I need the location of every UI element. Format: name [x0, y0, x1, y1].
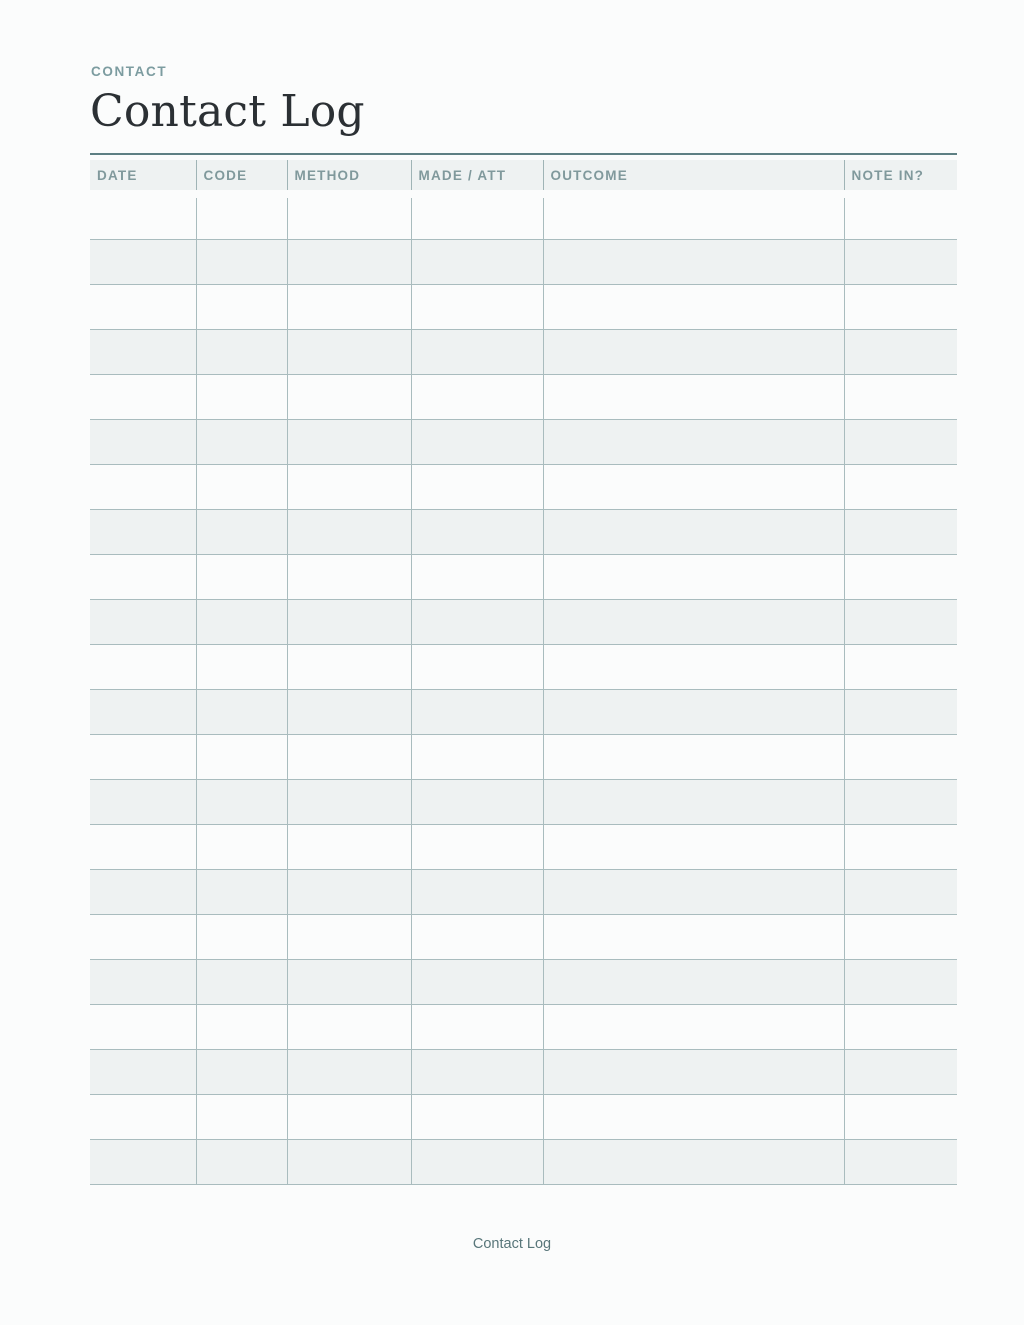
cell-outcome[interactable] — [543, 779, 844, 824]
page-title: Contact Log — [90, 86, 365, 137]
table-row — [90, 869, 957, 914]
cell-code[interactable] — [196, 914, 287, 959]
cell-code[interactable] — [196, 779, 287, 824]
table-row — [90, 554, 957, 599]
cell-code[interactable] — [196, 734, 287, 779]
page-footer: Contact Log — [472, 1236, 552, 1252]
cell-outcome[interactable] — [543, 1004, 844, 1049]
title-divider — [90, 153, 957, 155]
cell-method[interactable] — [287, 419, 411, 464]
cell-code[interactable] — [196, 644, 287, 689]
table-row — [90, 239, 957, 284]
cell-date[interactable] — [90, 599, 196, 644]
cell-made-att[interactable] — [411, 1049, 543, 1094]
table-header-row — [90, 160, 957, 194]
table-row — [90, 509, 957, 554]
table-row — [90, 779, 957, 824]
cell-code[interactable] — [196, 509, 287, 554]
cell-made-att[interactable] — [411, 509, 543, 554]
cell-date[interactable] — [90, 329, 196, 374]
cell-made-att[interactable] — [411, 779, 543, 824]
column-header-date: DATE — [90, 160, 196, 194]
cell-made-att[interactable] — [411, 689, 543, 734]
cell-code[interactable] — [196, 1094, 287, 1139]
cell-code[interactable] — [196, 869, 287, 914]
cell-made-att[interactable] — [411, 329, 543, 374]
cell-note-in[interactable] — [844, 1139, 957, 1184]
cell-code[interactable] — [196, 284, 287, 329]
cell-made-att[interactable] — [411, 734, 543, 779]
cell-note-in[interactable] — [844, 554, 957, 599]
cell-date[interactable] — [90, 914, 196, 959]
table-row — [90, 599, 957, 644]
cell-method[interactable] — [287, 554, 411, 599]
cell-made-att[interactable] — [411, 914, 543, 959]
cell-code[interactable] — [196, 689, 287, 734]
cell-code[interactable] — [196, 419, 287, 464]
cell-outcome[interactable] — [543, 194, 844, 239]
cell-note-in[interactable] — [844, 1094, 957, 1139]
table-row — [90, 734, 957, 779]
table-row — [90, 329, 957, 374]
cell-note-in[interactable] — [844, 284, 957, 329]
cell-code[interactable] — [196, 464, 287, 509]
cell-date[interactable] — [90, 644, 196, 689]
cell-outcome[interactable] — [543, 464, 844, 509]
column-header-note-in: NOTE IN? — [844, 160, 957, 194]
cell-made-att[interactable] — [411, 644, 543, 689]
cell-date[interactable] — [90, 239, 196, 284]
contact-log-table — [90, 160, 957, 1185]
column-header-code: CODE — [196, 160, 287, 194]
cell-date[interactable] — [90, 1049, 196, 1094]
table-row — [90, 1004, 957, 1049]
cell-code[interactable] — [196, 824, 287, 869]
cell-note-in[interactable] — [844, 419, 957, 464]
cell-note-in[interactable] — [844, 824, 957, 869]
cell-date[interactable] — [90, 1094, 196, 1139]
table-row — [90, 959, 957, 1004]
cell-outcome[interactable] — [543, 599, 844, 644]
cell-made-att[interactable] — [411, 284, 543, 329]
cell-made-att[interactable] — [411, 959, 543, 1004]
cell-code[interactable] — [196, 194, 287, 239]
cell-code[interactable] — [196, 1004, 287, 1049]
cell-code[interactable] — [196, 599, 287, 644]
cell-date[interactable] — [90, 959, 196, 1004]
cell-note-in[interactable] — [844, 644, 957, 689]
cell-made-att[interactable] — [411, 554, 543, 599]
cell-date[interactable] — [90, 374, 196, 419]
cell-note-in[interactable] — [844, 1004, 957, 1049]
cell-method[interactable] — [287, 734, 411, 779]
cell-made-att[interactable] — [411, 1004, 543, 1049]
cell-outcome[interactable] — [543, 914, 844, 959]
cell-date[interactable] — [90, 509, 196, 554]
cell-method[interactable] — [287, 689, 411, 734]
cell-note-in[interactable] — [844, 779, 957, 824]
cell-date[interactable] — [90, 284, 196, 329]
cell-made-att[interactable] — [411, 1139, 543, 1184]
cell-note-in[interactable] — [844, 1049, 957, 1094]
cell-note-in[interactable] — [844, 374, 957, 419]
column-header-made-att: MADE / ATT — [411, 160, 543, 194]
cell-method[interactable] — [287, 1049, 411, 1094]
cell-code[interactable] — [196, 959, 287, 1004]
table-row — [90, 824, 957, 869]
cell-outcome[interactable] — [543, 1049, 844, 1094]
cell-outcome[interactable] — [543, 554, 844, 599]
column-header-method: METHOD — [287, 160, 411, 194]
table-row — [90, 374, 957, 419]
cell-method[interactable] — [287, 1094, 411, 1139]
table-row — [90, 1139, 957, 1184]
cell-method[interactable] — [287, 509, 411, 554]
cell-outcome[interactable] — [543, 734, 844, 779]
cell-note-in[interactable] — [844, 509, 957, 554]
cell-outcome[interactable] — [543, 869, 844, 914]
cell-method[interactable] — [287, 779, 411, 824]
cell-date[interactable] — [90, 419, 196, 464]
cell-outcome[interactable] — [543, 329, 844, 374]
cell-method[interactable] — [287, 644, 411, 689]
cell-note-in[interactable] — [844, 329, 957, 374]
cell-method[interactable] — [287, 1139, 411, 1184]
cell-made-att[interactable] — [411, 869, 543, 914]
cell-outcome[interactable] — [543, 419, 844, 464]
cell-method[interactable] — [287, 959, 411, 1004]
cell-date[interactable] — [90, 824, 196, 869]
cell-outcome[interactable] — [543, 689, 844, 734]
cell-made-att[interactable] — [411, 1094, 543, 1139]
cell-outcome[interactable] — [543, 374, 844, 419]
cell-made-att[interactable] — [411, 239, 543, 284]
cell-date[interactable] — [90, 734, 196, 779]
table-row — [90, 284, 957, 329]
table-row — [90, 914, 957, 959]
table-row — [90, 689, 957, 734]
column-header-outcome: OUTCOME — [543, 160, 844, 194]
cell-method[interactable] — [287, 239, 411, 284]
cell-outcome[interactable] — [543, 644, 844, 689]
cell-outcome[interactable] — [543, 959, 844, 1004]
cell-outcome[interactable] — [543, 1094, 844, 1139]
cell-method[interactable] — [287, 914, 411, 959]
table-body — [90, 194, 957, 1184]
cell-date[interactable] — [90, 1139, 196, 1184]
cell-code[interactable] — [196, 1139, 287, 1184]
cell-method[interactable] — [287, 329, 411, 374]
cell-method[interactable] — [287, 599, 411, 644]
cell-outcome[interactable] — [543, 824, 844, 869]
table-row — [90, 1094, 957, 1139]
cell-method[interactable] — [287, 284, 411, 329]
cell-note-in[interactable] — [844, 689, 957, 734]
cell-code[interactable] — [196, 1049, 287, 1094]
cell-outcome[interactable] — [543, 239, 844, 284]
cell-code[interactable] — [196, 554, 287, 599]
cell-method[interactable] — [287, 1004, 411, 1049]
table-row — [90, 644, 957, 689]
cell-date[interactable] — [90, 689, 196, 734]
table-row — [90, 464, 957, 509]
cell-note-in[interactable] — [844, 194, 957, 239]
cell-date[interactable] — [90, 779, 196, 824]
cell-note-in[interactable] — [844, 914, 957, 959]
cell-code[interactable] — [196, 374, 287, 419]
cell-note-in[interactable] — [844, 239, 957, 284]
cell-date[interactable] — [90, 554, 196, 599]
cell-outcome[interactable] — [543, 284, 844, 329]
section-eyebrow: CONTACT — [91, 64, 168, 79]
cell-note-in[interactable] — [844, 599, 957, 644]
cell-method[interactable] — [287, 824, 411, 869]
table-row — [90, 194, 957, 239]
cell-made-att[interactable] — [411, 824, 543, 869]
cell-note-in[interactable] — [844, 734, 957, 779]
cell-code[interactable] — [196, 329, 287, 374]
cell-made-att[interactable] — [411, 374, 543, 419]
cell-code[interactable] — [196, 239, 287, 284]
cell-outcome[interactable] — [543, 1139, 844, 1184]
cell-outcome[interactable] — [543, 509, 844, 554]
cell-made-att[interactable] — [411, 194, 543, 239]
cell-method[interactable] — [287, 374, 411, 419]
cell-date[interactable] — [90, 869, 196, 914]
cell-method[interactable] — [287, 194, 411, 239]
cell-date[interactable] — [90, 464, 196, 509]
cell-made-att[interactable] — [411, 464, 543, 509]
cell-method[interactable] — [287, 869, 411, 914]
cell-date[interactable] — [90, 1004, 196, 1049]
cell-note-in[interactable] — [844, 464, 957, 509]
cell-made-att[interactable] — [411, 599, 543, 644]
table-row — [90, 1049, 957, 1094]
cell-note-in[interactable] — [844, 869, 957, 914]
cell-made-att[interactable] — [411, 419, 543, 464]
cell-date[interactable] — [90, 194, 196, 239]
table-row — [90, 419, 957, 464]
cell-method[interactable] — [287, 464, 411, 509]
cell-note-in[interactable] — [844, 959, 957, 1004]
